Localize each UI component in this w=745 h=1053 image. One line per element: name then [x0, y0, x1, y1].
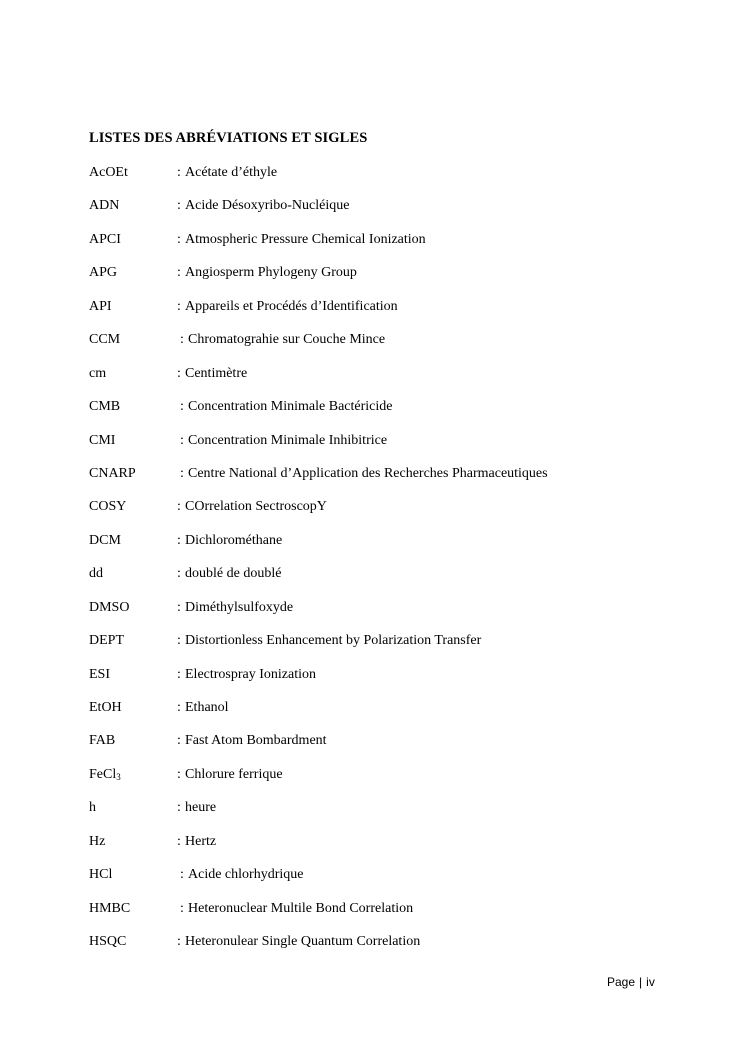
separator: :: [177, 666, 181, 682]
abbreviation-term: EtOH: [89, 700, 122, 715]
abbreviation-term: ESI: [89, 666, 110, 682]
separator: :: [177, 633, 181, 649]
abbreviation-definition: Electrospray Ionization: [185, 666, 317, 682]
page-label: Page: [607, 975, 636, 989]
separator: :: [177, 833, 181, 849]
abbreviation-definition: Concentration Minimale Bactéricide: [188, 399, 393, 415]
abbreviation-term: [89, 767, 121, 783]
abbreviation-term: HSQC: [89, 934, 127, 950]
separator: :: [180, 432, 184, 448]
separator: :: [177, 365, 181, 381]
list-item: [89, 700, 689, 733]
separator: :: [180, 867, 184, 883]
abbreviation-term: API: [89, 298, 112, 314]
list-item: [89, 399, 689, 432]
list-item: [89, 366, 689, 399]
abbreviation-term: HMBC: [89, 900, 131, 916]
abbreviation-definition: Diméthylsulfoxyde: [185, 599, 294, 615]
abbreviation-term: APCI: [89, 231, 121, 247]
list-item: [89, 733, 689, 766]
separator: :: [177, 165, 181, 180]
page-footer: [607, 975, 655, 989]
abbreviation-term: DMSO: [89, 599, 130, 615]
separator: :: [177, 566, 181, 582]
abbreviation-term: FAB: [89, 733, 116, 749]
separator: :: [177, 499, 181, 515]
list-item: [89, 332, 689, 365]
abbreviation-definition: Heteronulear Single Quantum Correlation: [185, 934, 421, 950]
list-item: [89, 667, 689, 700]
abbreviation-definition: Chromatograhie sur Couche Mince: [188, 332, 386, 348]
footer-divider: |: [639, 975, 643, 989]
abbreviation-definition: Appareils et Procédés d’Identification: [185, 298, 398, 314]
separator: :: [177, 532, 181, 548]
list-item: [89, 867, 689, 900]
abbreviation-term: cm: [89, 365, 107, 381]
page-number: iv: [646, 975, 655, 989]
list-item: [89, 767, 689, 800]
separator: :: [177, 231, 181, 247]
abbreviation-definition: Fast Atom Bombardment: [185, 733, 327, 749]
list-item: [89, 466, 689, 499]
abbreviation-definition: Angiosperm Phylogeny Group: [185, 265, 357, 281]
list-item: [89, 265, 689, 298]
separator: :: [180, 332, 184, 348]
abbreviation-term: APG: [89, 265, 118, 281]
list-item: [89, 600, 689, 633]
abbreviation-definition: Atmospheric Pressure Chemical Ionization: [185, 231, 426, 247]
list-item: [89, 566, 689, 599]
list-item: [89, 499, 689, 532]
list-item: [89, 800, 689, 833]
separator: :: [177, 800, 181, 816]
abbreviation-list: [89, 165, 689, 968]
separator: :: [177, 766, 181, 782]
abbreviation-term: CMI: [89, 432, 116, 448]
abbreviation-term: dd: [89, 566, 103, 582]
abbreviation-definition: Dichlorométhane: [185, 532, 283, 548]
list-item: [89, 433, 689, 466]
separator: :: [177, 298, 181, 314]
list-item: [89, 901, 689, 934]
abbreviation-term: Hz: [89, 833, 106, 849]
separator: :: [180, 900, 184, 916]
abbreviation-term-base: FeCl: [89, 766, 117, 782]
abbreviation-term-subscript: 3: [116, 771, 121, 782]
list-item: [89, 299, 689, 332]
abbreviation-definition: Centimètre: [185, 365, 248, 381]
abbreviation-definition: Acétate d’éthyle: [185, 165, 278, 180]
separator: :: [180, 465, 184, 481]
page-title: LISTES DES ABRÉVIATIONS ET SIGLES: [89, 130, 368, 146]
abbreviation-definition: doublé de doublé: [185, 566, 282, 582]
list-item: [89, 165, 689, 198]
separator: :: [177, 934, 181, 950]
separator: :: [177, 700, 181, 715]
separator: :: [177, 265, 181, 281]
abbreviation-definition: Hertz: [185, 833, 217, 849]
abbreviation-term: DCM: [89, 532, 121, 548]
separator: :: [180, 399, 184, 415]
abbreviation-definition: Chlorure ferrique: [185, 766, 283, 782]
abbreviation-definition: Concentration Minimale Inhibitrice: [188, 432, 388, 448]
list-item: [89, 934, 689, 967]
abbreviation-definition: Distortionless Enhancement by Polarization Transfer: [185, 633, 482, 649]
list-item: [89, 834, 689, 867]
abbreviation-definition: Centre National d’Application des Recherches Pharmaceutiques: [188, 465, 548, 481]
abbreviation-definition: Acide Désoxyribo-Nucléique: [185, 198, 350, 214]
list-item: [89, 198, 689, 231]
abbreviation-term: CMB: [89, 399, 121, 415]
abbreviation-term: COSY: [89, 499, 127, 515]
abbreviation-definition: COrrelation SectroscopY: [185, 499, 327, 515]
abbreviation-term: DEPT: [89, 633, 124, 649]
list-item: [89, 633, 689, 666]
abbreviation-term: HCl: [89, 867, 113, 883]
abbreviation-term: AcOEt: [89, 165, 128, 180]
abbreviation-definition: Ethanol: [185, 700, 229, 715]
abbreviation-term: h: [89, 800, 96, 816]
abbreviation-term: ADN: [89, 198, 120, 214]
list-item: [89, 232, 689, 265]
separator: :: [177, 733, 181, 749]
separator: :: [177, 599, 181, 615]
abbreviation-term: CCM: [89, 332, 121, 348]
abbreviation-term: CNARP: [89, 465, 136, 481]
separator: :: [177, 198, 181, 214]
abbreviation-definition: heure: [185, 800, 217, 816]
abbreviation-definition: Heteronuclear Multile Bond Correlation: [188, 900, 414, 916]
list-item: [89, 533, 689, 566]
abbreviation-definition: Acide chlorhydrique: [188, 867, 304, 883]
